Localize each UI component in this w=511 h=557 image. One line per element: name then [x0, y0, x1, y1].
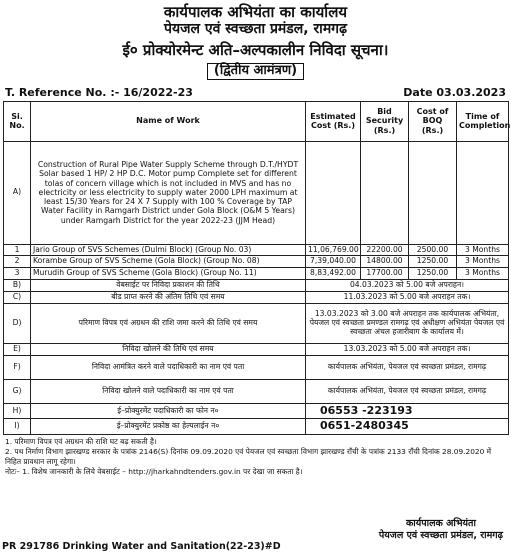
row-si: 3: [4, 267, 31, 279]
notice-title: ई० प्रोक्योरमेन्ट अति–अल्पकालीन निविदा सूचना।: [122, 41, 389, 60]
info-label: वेबसाईट पर निविदा प्रकाशन की तिथि: [31, 279, 306, 291]
helpline-number: 0651-2480345: [306, 419, 509, 435]
info-si: H): [4, 403, 31, 419]
header-bid: Bid Security (Rs.): [361, 101, 409, 141]
info-row: [4, 303, 509, 343]
section-a-si: A): [4, 141, 31, 244]
row-time: 3 Months: [457, 256, 509, 268]
row-time: 3 Months: [457, 267, 509, 279]
row-bid: 17700.00: [361, 267, 409, 279]
row-bid: 14800.00: [361, 256, 409, 268]
row-boq: 1250.00: [409, 267, 457, 279]
info-si: F): [4, 355, 31, 379]
section-a-description: Construction of Rural Pipe Water Supply Scheme through D.T./HYDT Solar based 1 HP/ 2 HP D.C. Motor pump Complete set for different tolas of concern village which is not included in MVS and has no electricity or less electricity to supply water 2000 LPH maximum at least 15/30 Years for 24 X 7 Supply with 100 % Coverage by TAP Water Facility in Ramgarh District under Gola Block (O&M 5 Years) under Ramgarh District for the year 2022-23 (JJM Head): [31, 141, 306, 244]
table-row: [4, 244, 509, 256]
info-si: I): [4, 419, 31, 435]
info-value: 13.03.2023 को 5.00 बजे अपराहन तक।: [306, 343, 509, 355]
info-label: ई–प्रोक्युरमेंट पदाधिकारी का फोन न०: [31, 403, 306, 419]
phone-number: 06553 -223193: [306, 403, 509, 419]
notes: [3, 437, 508, 477]
info-value: 13.03.2023 को 3.00 बजे अपराहन तक कार्यपालक अभियंता, पेयजल एवं स्वच्छता प्रमण्डल रामगढ़ एवं अधीक्षण अभियंता पेयजल एवं स्वच्छता अंचल हजारीबाग के कार्यालय में।: [306, 303, 509, 343]
info-row: [4, 419, 509, 435]
reference-line: [3, 86, 508, 99]
info-row: [4, 379, 509, 403]
publication-reference: PR 291786 Drinking Water and Sanitation(22-23)#D: [2, 541, 281, 552]
info-value: कार्यपालक अभियंता, पेयजल एवं स्वच्छता प्रमंडल, रामगढ़: [306, 355, 509, 379]
notice-date: Date 03.03.2023: [403, 85, 506, 99]
header-work: Name of Work: [31, 101, 306, 141]
info-row: [4, 291, 509, 303]
signature-block: [379, 518, 503, 543]
info-si: E): [4, 343, 31, 355]
signature-office: पेयजल एवं स्वच्छता प्रमंडल, रामगढ़: [378, 530, 503, 542]
info-si: G): [4, 379, 31, 403]
header-time: Time of Completion: [457, 101, 509, 141]
tender-notice: [3, 2, 511, 555]
info-row: [4, 343, 509, 355]
section-a-row: [4, 141, 509, 244]
row-si: 2: [4, 256, 31, 268]
info-label: परिमाण विपत्र एवं अग्रधन की राशि जमा करने की तिथि एवं समय: [31, 303, 306, 343]
info-label: निविदा खोलने वाले पदाधिकारी का नाम एवं पता: [31, 379, 306, 403]
info-label: ई–प्रोक्युरमेंट प्रकोष्ठ का हेल्पलाईन न०: [31, 419, 306, 435]
office-title: कार्यपालक अभियंता का कार्यालय: [163, 3, 348, 21]
header-boq: Cost of BOQ (Rs.): [409, 101, 457, 141]
header: [3, 4, 508, 80]
header-si: Si. No.: [4, 101, 31, 141]
table-row: [4, 256, 509, 268]
row-boq: 2500.00: [409, 244, 457, 256]
info-row: [4, 279, 509, 291]
row-si: 1: [4, 244, 31, 256]
info-si: B): [4, 279, 31, 291]
info-value: 04.03.2023 को 5.00 बजे अपराहन।: [306, 279, 509, 291]
table-row: [4, 267, 509, 279]
info-row: [4, 403, 509, 419]
row-boq: 1250.00: [409, 256, 457, 268]
row-work: Murudih Group of SVS Scheme (Gola Block) (Group No. 11): [31, 267, 306, 279]
note-website: नोटः– 1. विशेष जानकारी के लिये वेबसाईट – http://jharkahndtenders.gov.in पर देखा जा सकता है।: [5, 466, 303, 476]
note-1: 1. परिमाण विपत्र एवं अग्रधन की राशि घट बढ़ सकती है।: [5, 436, 157, 446]
row-work: Koramb​e Group of SVS Scheme (Gola Block) (Group No. 08): [31, 256, 306, 268]
table-header-row: [4, 101, 509, 141]
reference-number: T. Reference No. :- 16/2022-23: [5, 85, 193, 99]
division-title: पेयजल एवं स्वच्छता प्रमंडल, रामगढ़: [164, 21, 347, 38]
tender-table: [3, 101, 509, 435]
info-value: 11.03.2023 को 5.00 बजे अपराहन तक।: [306, 291, 509, 303]
info-label: बीड प्राप्त करने की अंतिम तिथि एवं समय: [31, 291, 306, 303]
info-row: [4, 355, 509, 379]
info-si: C): [4, 291, 31, 303]
note-2: 2. पथ निर्माण विभाग झारखण्ड सरकार के पत्रांक 2146(S) दिनांक 09.09.2020 एवं पेयजल एवं स्वच्छता विभाग झारखण्ड राँची के पत्रांक 2133 राँची दिनांक 28.09.2020 में निहित प्रावधान लागू रहेगा।: [5, 446, 492, 466]
invitation-label: (द्वितीय आमंत्रण): [207, 63, 304, 80]
row-cost: 7,39,040.00: [306, 256, 361, 268]
row-work: Jario Group of SVS Schemes (Dulmi Block) (Group No. 03): [31, 244, 306, 256]
header-cost: Estimated Cost (Rs.): [306, 101, 361, 141]
info-label: निविदा आमंत्रित करने वाले पदाधिकारी का नाम एवं पता: [31, 355, 306, 379]
row-cost: 8,83,492.00: [306, 267, 361, 279]
row-cost: 11,06,769.00: [306, 244, 361, 256]
info-label: निविदा खोलने की तिथि एवं समय: [31, 343, 306, 355]
row-time: 3 Months: [457, 244, 509, 256]
info-si: D): [4, 303, 31, 343]
row-bid: 22200.00: [361, 244, 409, 256]
info-value: कार्यपालक अभियंता, पेयजल एवं स्वच्छता प्रमंडल, रामगढ़: [306, 379, 509, 403]
signature-title: कार्यपालक अभियंता: [405, 518, 476, 529]
